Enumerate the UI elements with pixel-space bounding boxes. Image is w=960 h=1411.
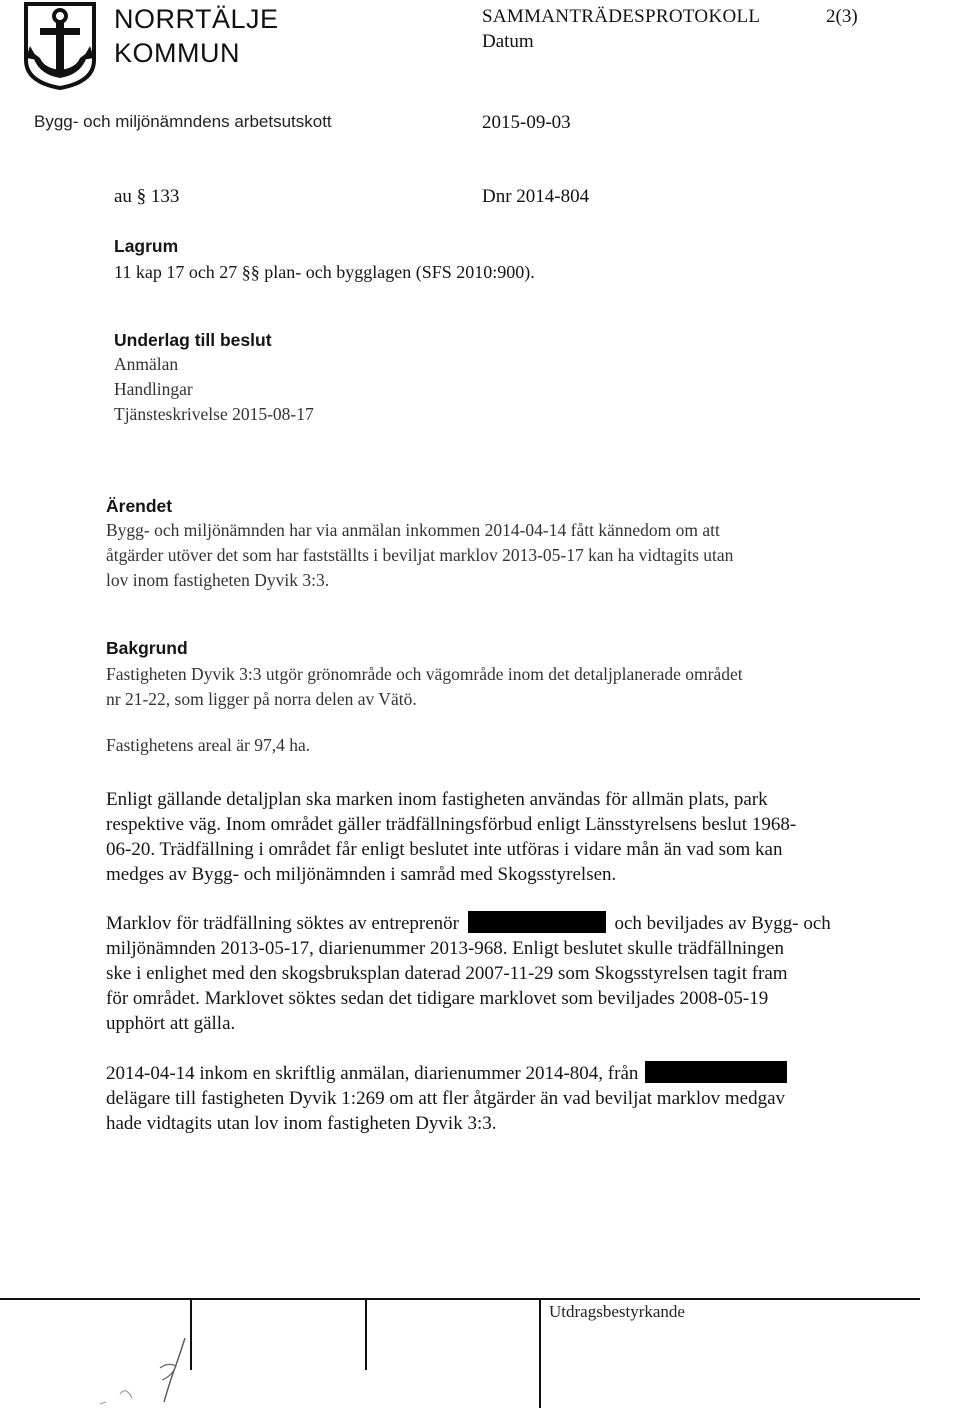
underlag-heading: Underlag till beslut	[114, 330, 272, 350]
table-top-line	[0, 1298, 920, 1300]
logo-line-1: NORRTÄLJE	[114, 4, 279, 34]
attest-label: Utdragsbestyrkande	[549, 1302, 685, 1321]
text-segment: och beviljades av Bygg- och	[614, 913, 831, 934]
text-line: hade vidtagits utan lov inom fastigheten Dyvik 3:3.	[106, 1113, 497, 1134]
meeting-date: 2015-09-03	[482, 112, 571, 133]
text-line: delägare till fastigheten Dyvik 1:269 om att fler åtgärder än vad beviljat marklov medgav	[106, 1088, 786, 1109]
municipality-logo	[22, 2, 98, 90]
text-line: 06-20. Trädfällning i området får enligt beslutet inte utföras i vidare mån än vad som kan	[106, 839, 783, 860]
text-line	[106, 911, 906, 936]
bakgrund-paragraph-1	[106, 662, 906, 712]
anchor-crest-icon	[22, 2, 98, 90]
text-line: Bygg- och miljönämnden har via anmälan inkommen 2014-04-14 fått kännedom om att	[106, 520, 720, 540]
lagrum-heading: Lagrum	[114, 236, 179, 256]
signature-mark	[60, 1316, 200, 1406]
text-line: upphört att gälla.	[106, 1013, 236, 1034]
text-line: Fastighetens areal är 97,4 ha.	[106, 735, 311, 755]
date-label: Datum	[482, 31, 534, 52]
column-divider	[365, 1298, 367, 1370]
signature-table	[0, 1296, 960, 1411]
text-line: åtgärder utöver det som har fastställts i beviljat marklov 2013-05-17 kan ha vidtagits utan	[106, 545, 734, 565]
text-line: ske i enlighet med den skogsbruksplan daterad 2007-11-29 som Skogsstyrelsen tagit fram	[106, 963, 788, 984]
logo-line-2: KOMMUN	[114, 38, 240, 68]
bakgrund-paragraph-3	[106, 787, 906, 887]
text-line: nr 21-22, som ligger på norra delen av Vätö.	[106, 689, 417, 709]
text-segment: 2014-04-14 inkom en skriftlig anmälan, diarienummer 2014-804, från	[106, 1063, 639, 1084]
bakgrund-paragraph-5	[106, 1061, 906, 1136]
text-line: för området. Marklovet söktes sedan det tidigare marklovet som beviljades 2008-05-19	[106, 988, 769, 1009]
text-line: Fastigheten Dyvik 3:3 utgör grönområde och vägområde inom det detaljplanerade området	[106, 664, 743, 684]
underlag-list	[114, 352, 914, 427]
bakgrund-heading: Bakgrund	[106, 638, 188, 658]
text-segment: Marklov för trädfällning söktes av entreprenör	[106, 913, 459, 934]
text-line	[106, 1061, 906, 1086]
underlag-item: Tjänsteskrivelse 2015-08-17	[114, 404, 314, 424]
document-type: SAMMANTRÄDESPROTOKOLL	[482, 6, 761, 27]
diary-number: Dnr 2014-804	[482, 186, 590, 207]
text-line: Enligt gällande detaljplan ska marken inom fastigheten användas för allmän plats, park	[106, 789, 768, 810]
text-line: respektive väg. Inom området gäller trädfällningsförbud enligt Länsstyrelsens beslut 1968-	[106, 814, 797, 835]
bakgrund-paragraph-2	[106, 733, 906, 758]
committee-name: Bygg- och miljönämndens arbetsutskott	[34, 112, 332, 131]
page-number: 2(3)	[826, 6, 858, 27]
bakgrund-paragraph-4	[106, 911, 906, 1036]
redaction-bar	[645, 1061, 787, 1083]
text-line: medges av Bygg- och miljönämnden i samråd med Skogsstyrelsen.	[106, 864, 617, 885]
text-line: miljönämnden 2013-05-17, diarienummer 2013-968. Enligt beslutet skulle trädfällningen	[106, 938, 785, 959]
arendet-text	[106, 518, 906, 593]
underlag-item: Handlingar	[114, 379, 193, 399]
underlag-item: Anmälan	[114, 354, 179, 374]
column-divider	[539, 1298, 541, 1408]
text-line: lov inom fastigheten Dyvik 3:3.	[106, 570, 330, 590]
lagrum-text: 11 kap 17 och 27 §§ plan- och bygglagen (SFS 2010:900).	[114, 262, 535, 282]
redaction-bar	[468, 911, 606, 933]
paragraph-number: au § 133	[114, 186, 180, 207]
arendet-heading: Ärendet	[106, 496, 173, 516]
